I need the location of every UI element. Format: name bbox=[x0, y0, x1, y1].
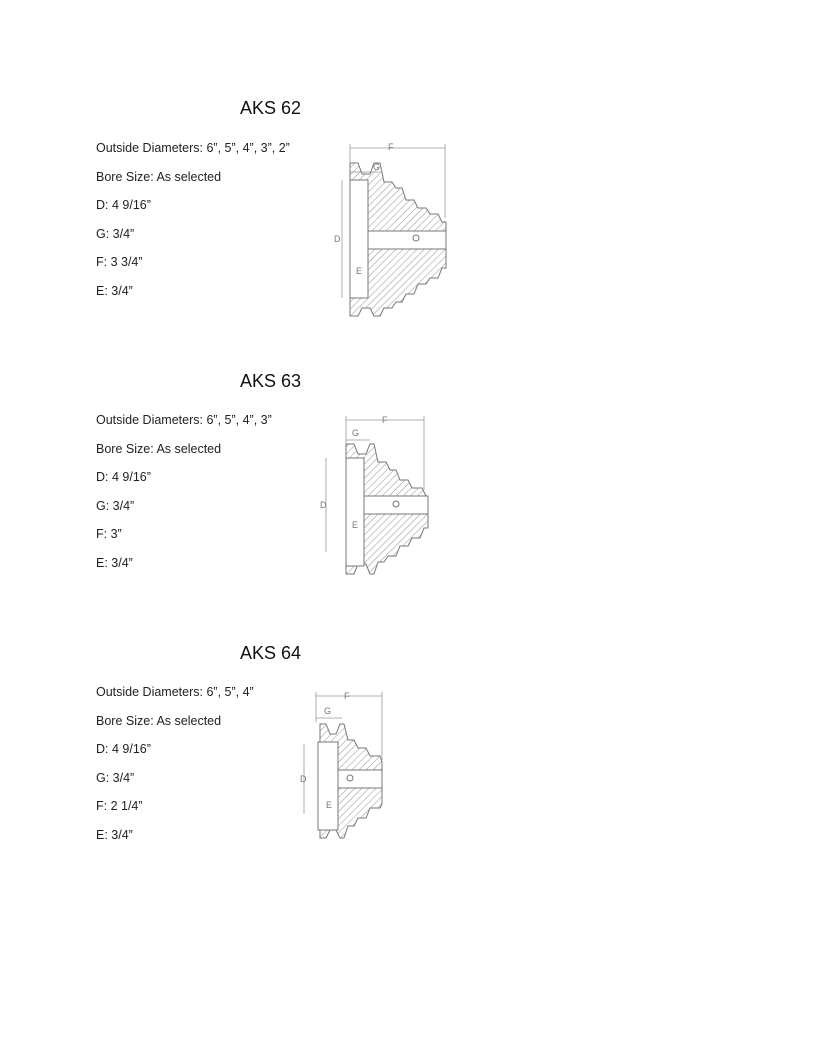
spec-e: E: 3/4” bbox=[96, 283, 133, 298]
spec-list bbox=[96, 685, 254, 857]
spec-e: E: 3/4” bbox=[96, 827, 133, 842]
dim-label-g: G bbox=[352, 428, 360, 438]
spec-d: D: 4 9/16” bbox=[96, 470, 151, 485]
spec-g: G: 3/4” bbox=[96, 498, 135, 513]
pulley-diagram bbox=[312, 410, 432, 586]
dim-label-d: D bbox=[334, 234, 341, 244]
spec-e: E: 3/4” bbox=[96, 555, 133, 570]
dim-label-d: D bbox=[320, 500, 327, 510]
spec-list bbox=[96, 413, 272, 585]
dim-label-g: G bbox=[324, 706, 332, 716]
dim-label-f: F bbox=[344, 691, 350, 701]
spec-outside-diameters: Outside Diameters: 6”, 5”, 4”, 3” bbox=[96, 413, 272, 427]
dim-label-e: E bbox=[352, 520, 359, 530]
dim-label-e: E bbox=[326, 800, 333, 810]
spec-d: D: 4 9/16” bbox=[96, 742, 151, 757]
pulley-diagram bbox=[296, 684, 388, 846]
pulley-diagram bbox=[330, 138, 450, 320]
spec-f: F: 3” bbox=[96, 527, 122, 542]
spec-f: F: 3 3/4” bbox=[96, 255, 143, 270]
spec-list bbox=[96, 141, 290, 313]
product-title: AKS 64 bbox=[240, 643, 302, 663]
spec-g: G: 3/4” bbox=[96, 226, 135, 241]
dim-label-e: E bbox=[356, 266, 363, 276]
product-title: AKS 63 bbox=[240, 371, 302, 391]
spec-bore-size: Bore Size: As selected bbox=[96, 441, 222, 456]
spec-outside-diameters: Outside Diameters: 6”, 5”, 4” bbox=[96, 685, 254, 699]
product-title: AKS 62 bbox=[240, 98, 302, 118]
dim-label-d: D bbox=[300, 774, 307, 784]
dim-label-f: F bbox=[388, 142, 394, 152]
spec-g: G: 3/4” bbox=[96, 770, 135, 785]
spec-f: F: 2 1/4” bbox=[96, 799, 143, 814]
spec-outside-diameters: Outside Diameters: 6”, 5”, 4”, 3”, 2” bbox=[96, 141, 290, 155]
dim-label-f: F bbox=[382, 415, 388, 425]
spec-bore-size: Bore Size: As selected bbox=[96, 169, 222, 184]
spec-bore-size: Bore Size: As selected bbox=[96, 713, 222, 728]
spec-d: D: 4 9/16” bbox=[96, 198, 151, 213]
